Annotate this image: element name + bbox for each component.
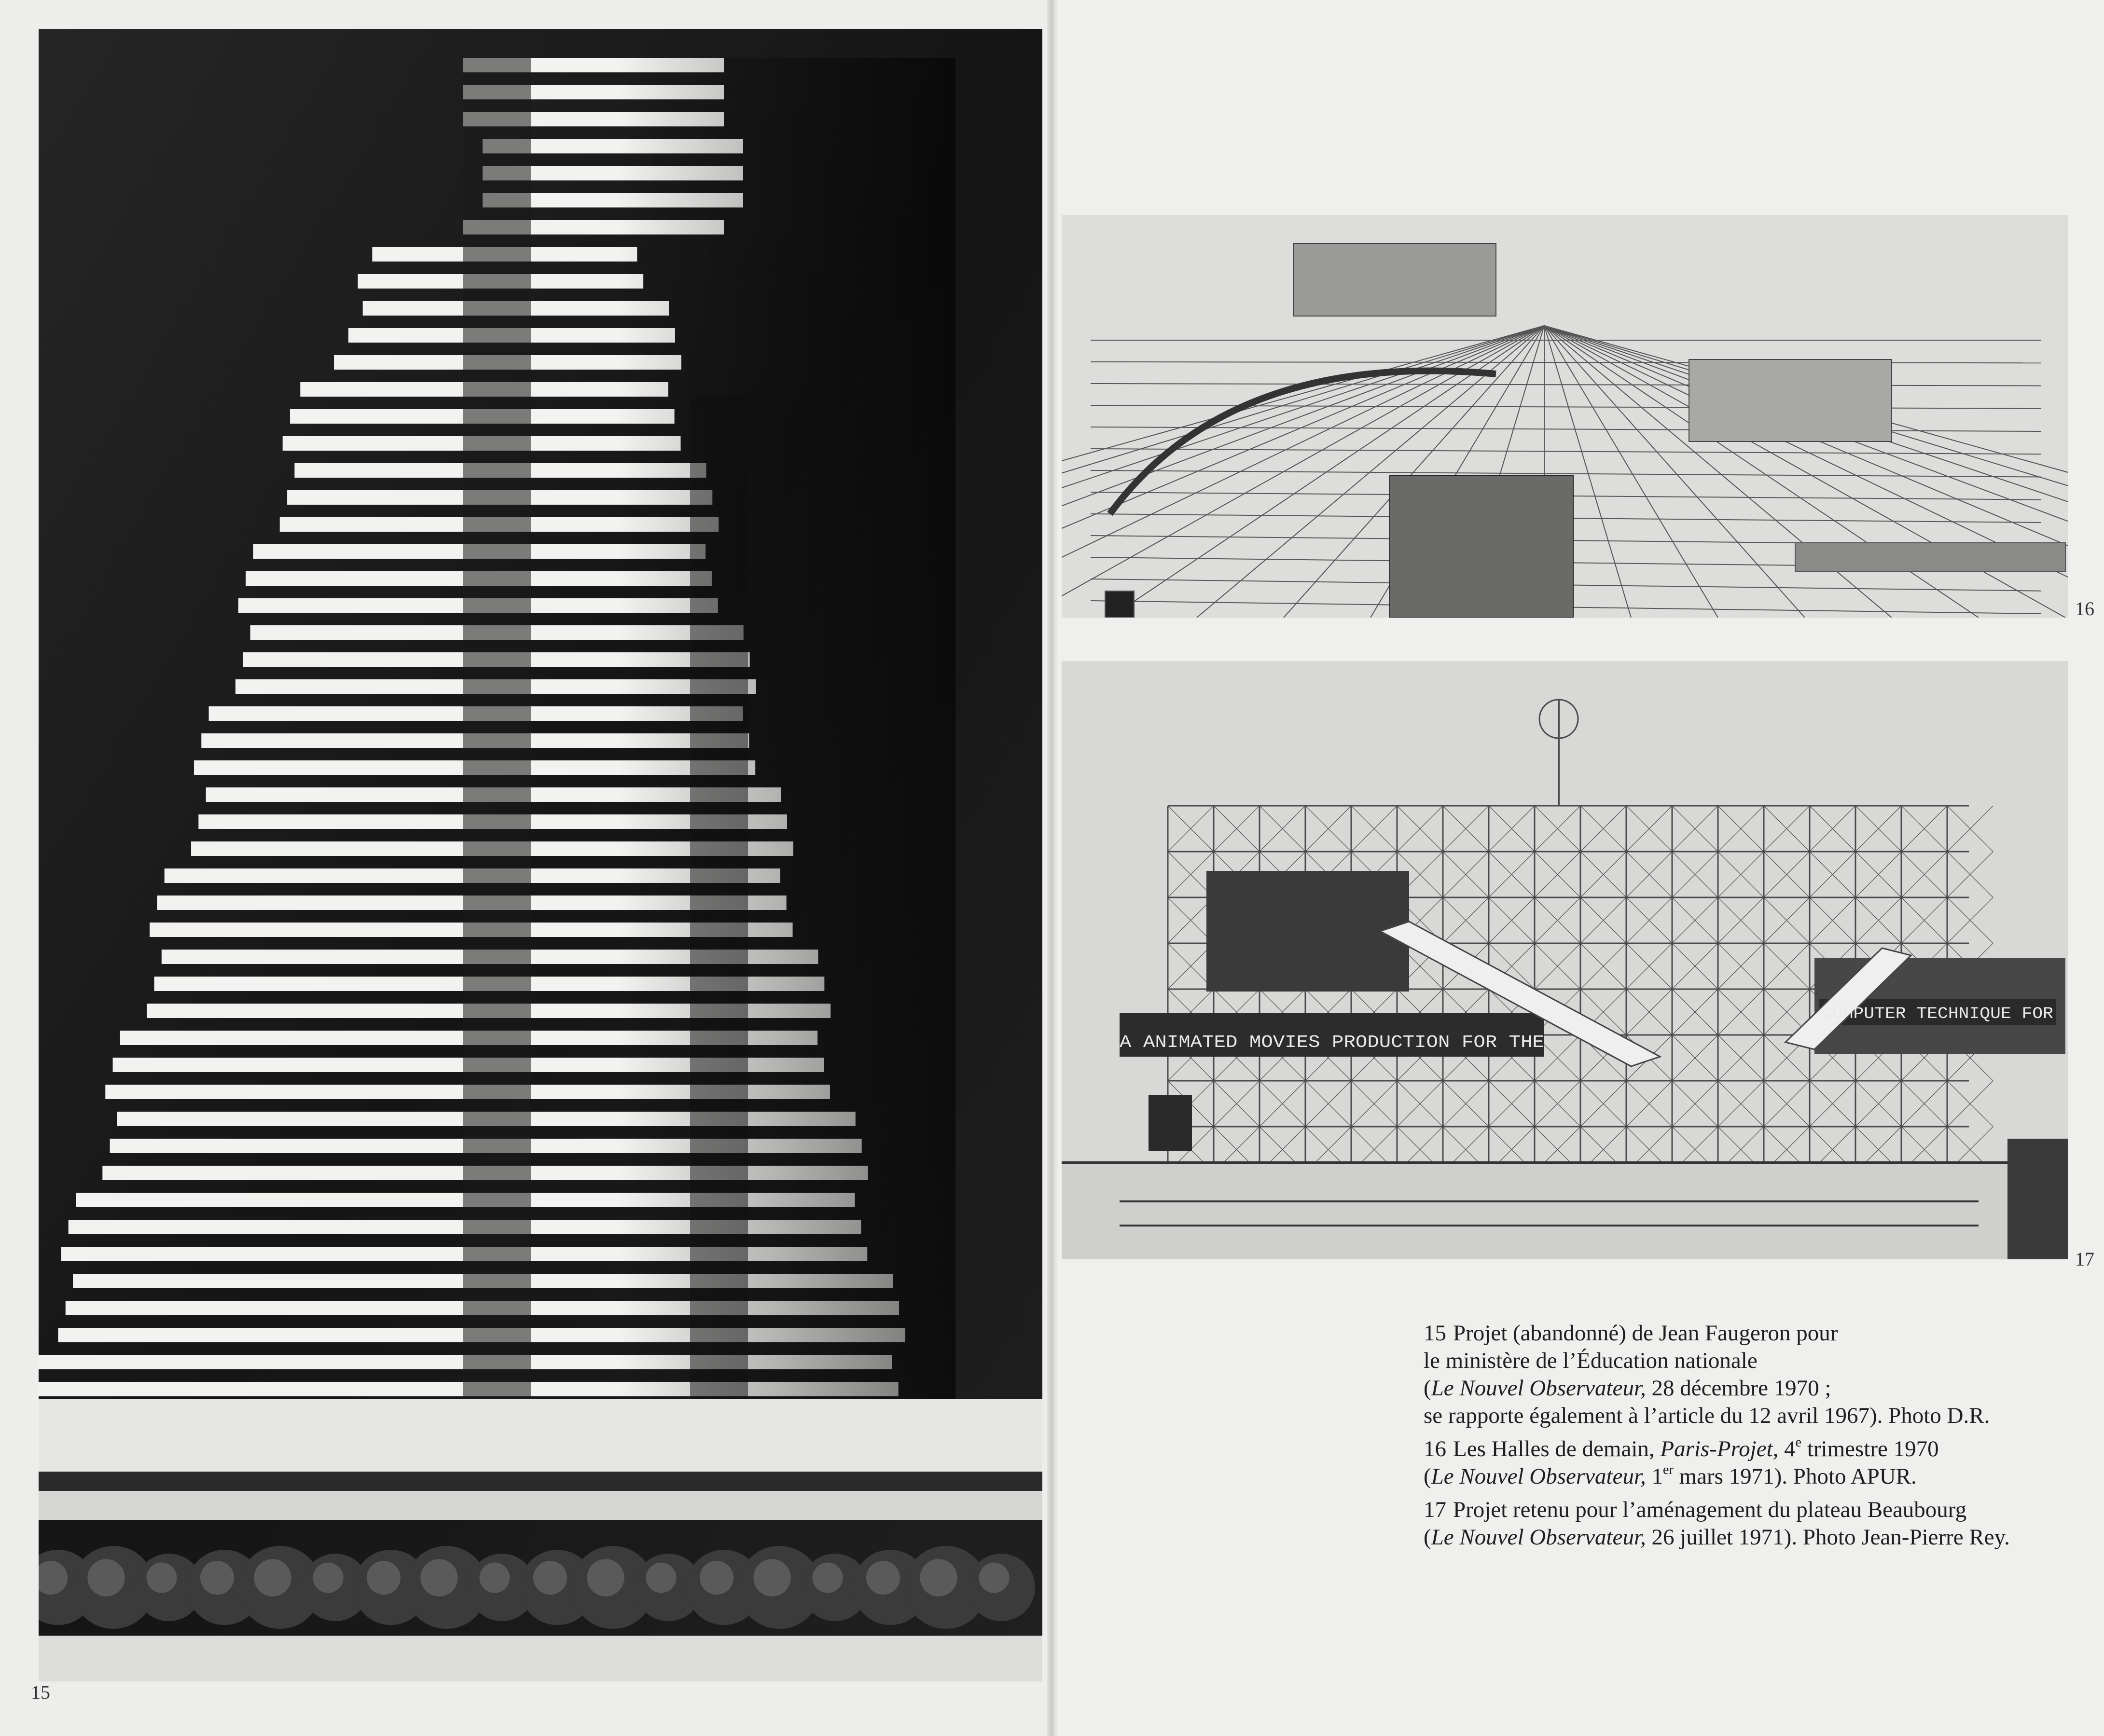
caption-16 xyxy=(1424,1435,2090,1490)
caption-source-title: Le Nouvel Observateur, xyxy=(1431,1525,1646,1550)
caption-text: Projet (abandonné) de Jean Faugeron pour xyxy=(1453,1321,1838,1346)
caption-source-title: Le Nouvel Observateur, xyxy=(1431,1376,1646,1401)
caption-paren: ( xyxy=(1424,1376,1431,1401)
figure-number-17: 17 xyxy=(2075,1248,2094,1270)
caption-paren: ( xyxy=(1424,1525,1431,1550)
caption-text: Les Halles de demain, xyxy=(1453,1436,1661,1461)
tower-model-image xyxy=(39,29,1042,1681)
caption-text: 1 xyxy=(1646,1464,1663,1489)
banner-text-right: COMPUTER TECHNIQUE FOR xyxy=(1822,1005,2053,1023)
caption-number: 16 xyxy=(1424,1436,1446,1461)
caption-text: se rapporte également à l’article du 12 avril 1967). Photo D.R. xyxy=(1424,1403,1990,1428)
figure-15-tower-model-photo xyxy=(39,29,1042,1681)
figure-number-16: 16 xyxy=(2075,598,2094,620)
caption-text: 28 décembre 1970 ; xyxy=(1646,1376,1831,1401)
caption-paren: ( xyxy=(1424,1464,1431,1489)
caption-text: 26 juillet 1971). Photo Jean-Pierre Rey. xyxy=(1646,1525,2010,1550)
caption-source-title: Paris-Projet, xyxy=(1660,1436,1779,1461)
caption-text: trimestre 1970 xyxy=(1801,1436,1939,1461)
caption-text: le ministère de l’Éducation nationale xyxy=(1424,1348,1758,1373)
caption-number: 17 xyxy=(1424,1497,1446,1522)
caption-superscript: er xyxy=(1663,1462,1674,1477)
caption-text: Projet retenu pour l’aménagement du plateau Beaubourg xyxy=(1453,1497,1967,1522)
caption-number: 15 xyxy=(1424,1321,1446,1346)
figure-captions xyxy=(1424,1320,2090,1557)
figure-number-15: 15 xyxy=(31,1681,50,1703)
figure-16-les-halles-drawing xyxy=(1062,215,2068,618)
caption-17 xyxy=(1424,1496,2090,1551)
caption-15 xyxy=(1424,1320,2090,1430)
figure-17-beaubourg-elevation xyxy=(1062,661,2068,1259)
book-gutter xyxy=(1047,0,1058,1736)
beaubourg-elevation-image xyxy=(1062,661,2068,1259)
caption-source-title: Le Nouvel Observateur, xyxy=(1431,1464,1646,1489)
caption-text: mars 1971). Photo APUR. xyxy=(1673,1464,1917,1489)
les-halles-perspective-image xyxy=(1062,215,2068,618)
caption-text: 4 xyxy=(1778,1436,1796,1461)
caption-superscript: e xyxy=(1795,1435,1802,1450)
banner-text-left: A ANIMATED MOVIES PRODUCTION FOR THE xyxy=(1120,1033,1544,1052)
